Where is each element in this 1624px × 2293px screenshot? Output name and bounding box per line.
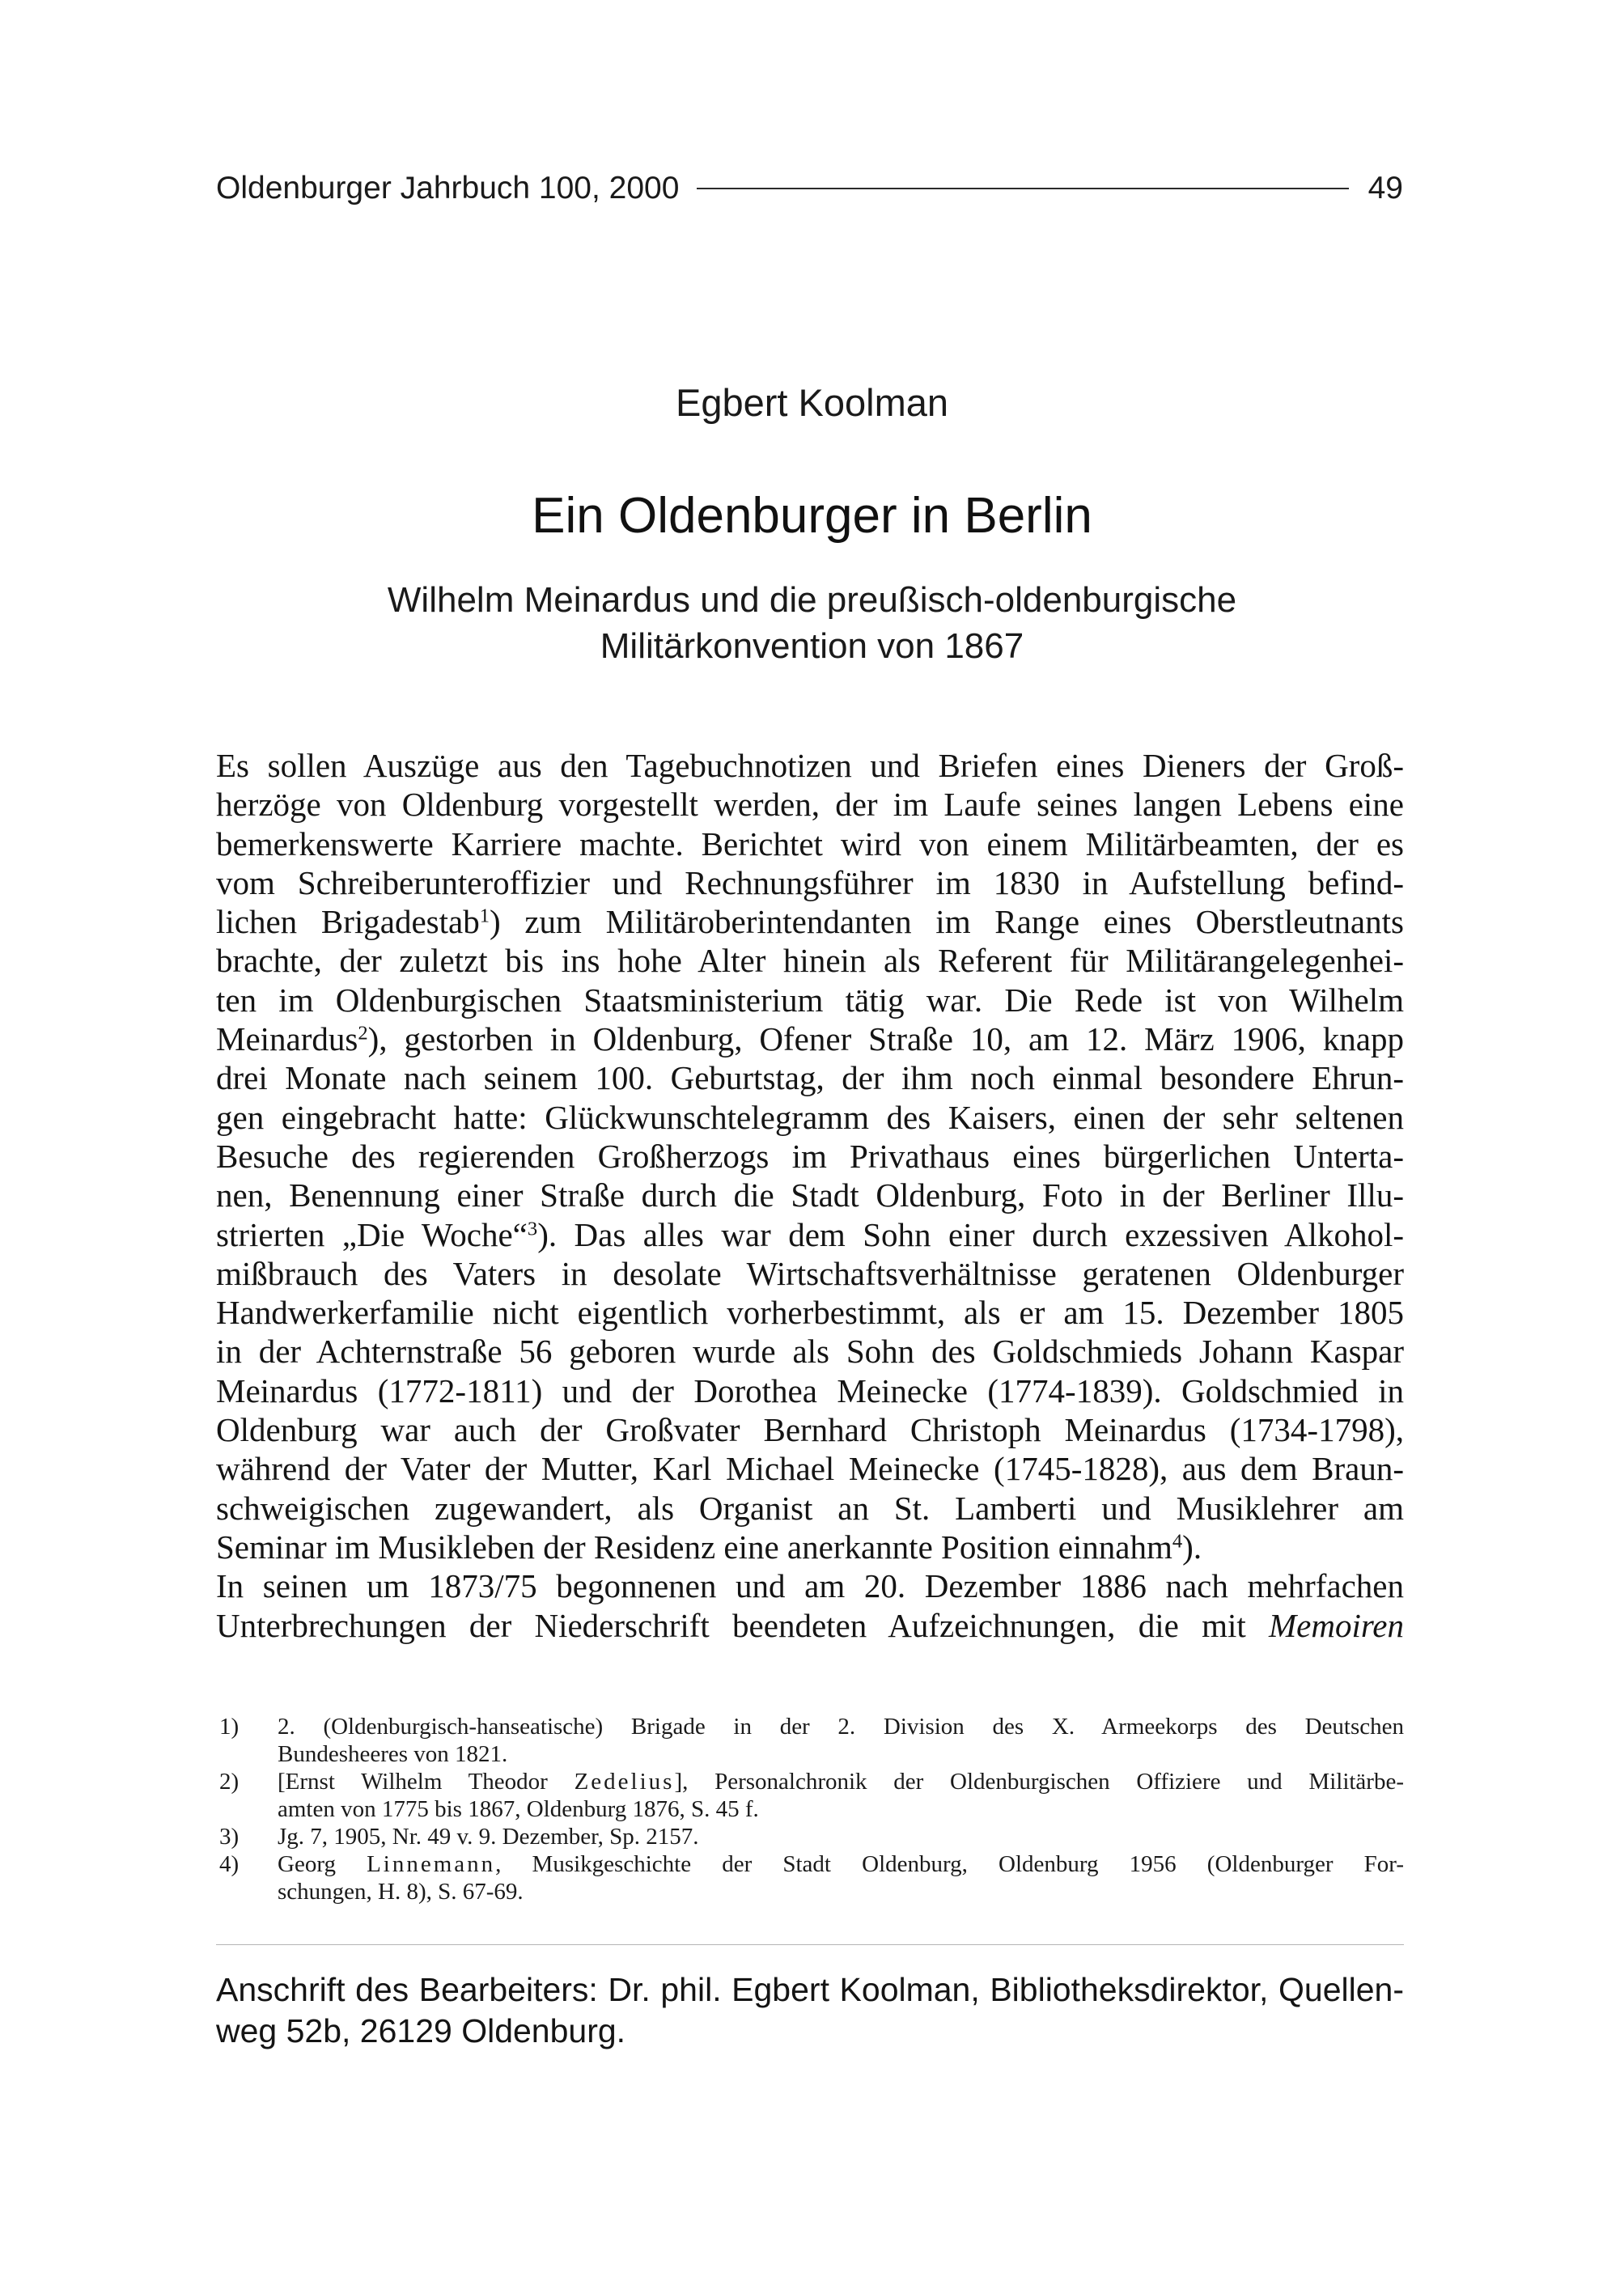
body-line: vom Schreiberunteroffizier und Rechnungsführer im 1830 in Aufstellung befind-: [216, 863, 1404, 901]
body-line: gen eingebracht hatte: Glückwunschtelegramm des Kaisers, einen der sehr seltenen: [216, 1098, 1404, 1136]
footnote-line: 2. (Oldenburgisch-hanseatische) Brigade in der 2. Division des X. Armeekorps des Deutschen: [278, 1714, 1404, 1740]
subtitle-line: Wilhelm Meinardus und die preußisch-oldenburgische: [387, 580, 1237, 620]
footnote-reference: 3: [527, 1218, 538, 1240]
body-line: brachte, der zuletzt bis ins hohe Alter hinein als Referent für Militärangelegenhei-: [216, 942, 1404, 980]
italic-term: Memoiren: [1269, 1606, 1404, 1644]
footnote-text: ], Personalchronik der Oldenburgischen Offiziere und Militärbe-: [674, 1769, 1404, 1795]
body-line: ten im Oldenburgischen Staatsministerium tätig war. Die Rede ist von Wilhelm: [216, 981, 1404, 1019]
footnote: [216, 1823, 1404, 1850]
header-rule: [697, 188, 1348, 189]
footnote-line: Bundesheeres von 1821.: [278, 1741, 508, 1767]
body-line: drei Monate nach seinem 100. Geburtstag, der ihm noch einmal besondere Ehrun-: [216, 1059, 1404, 1097]
running-head: [216, 164, 1403, 213]
body-text-run: ).: [1182, 1528, 1202, 1566]
body-line: [216, 1215, 1404, 1254]
footnotes: [216, 1713, 1404, 1905]
address-divider: [216, 1944, 1404, 1945]
body-text-run: Meinardus: [216, 1020, 358, 1058]
body-text: [216, 746, 1404, 1645]
footnote-number: 2): [219, 1769, 240, 1795]
footnote-text: [Ernst Wilhelm Theodor: [278, 1769, 575, 1795]
subtitle-line: Militärkonvention von 1867: [600, 626, 1024, 666]
body-text-run: Seminar im Musikleben der Residenz eine anerkannte Position einnahm: [216, 1528, 1172, 1566]
footnote-number: 4): [219, 1851, 240, 1877]
body-text-run: lichen Brigadestab: [216, 903, 480, 941]
footnote-text: Georg: [278, 1851, 367, 1877]
body-line: nen, Benennung einer Straße durch die Stadt Oldenburg, Foto in der Berliner Illu-: [216, 1176, 1404, 1214]
footnote-number: 1): [219, 1714, 240, 1740]
footnote: [216, 1850, 1404, 1905]
footnote-line: [278, 1768, 1404, 1795]
author-name-spaced: Zedelius: [574, 1769, 675, 1795]
address-line: weg 52b, 26129 Oldenburg.: [216, 2012, 626, 2049]
editor-address: [216, 1969, 1404, 2052]
body-text-run: Unterbrechungen der Niederschrift beendeten Aufzeichnungen, die mit: [216, 1606, 1270, 1644]
body-line: Besuche des regierenden Großherzogs im Privathaus eines bürgerlichen Unterta-: [216, 1137, 1404, 1175]
footnote-line: schungen, H. 8), S. 67-69.: [278, 1879, 524, 1905]
body-line: [216, 902, 1404, 941]
body-line: In seinen um 1873/75 begonnenen und am 20. Dezember 1886 nach mehrfachen: [216, 1567, 1404, 1605]
body-line: während der Vater der Mutter, Karl Michael Meinecke (1745-1828), aus dem Braun-: [216, 1450, 1404, 1488]
article-subtitle: [0, 577, 1624, 669]
body-text-run: ) zum Militäroberintendanten im Range eines Oberstleutnants: [490, 903, 1404, 941]
body-text-run: ). Das alles war dem Sohn einer durch exzessiven Alkohol-: [537, 1215, 1404, 1253]
body-line: mißbrauch des Vaters in desolate Wirtschaftsverhältnisse geratenen Oldenburger: [216, 1254, 1404, 1292]
footnote: [216, 1713, 1404, 1768]
body-line: [216, 1528, 1404, 1566]
body-line: Es sollen Auszüge aus den Tagebuchnotizen und Briefen eines Dieners der Groß-: [216, 747, 1404, 784]
footnote-line: amten von 1775 bis 1867, Oldenburg 1876, S. 45 f.: [278, 1796, 759, 1822]
body-line: Oldenburg war auch der Großvater Bernhard Christoph Meinardus (1734-1798),: [216, 1411, 1404, 1449]
body-line: Meinardus (1772-1811) und der Dorothea Meinecke (1774-1839). Goldschmied in: [216, 1371, 1404, 1409]
article-author: Egbert Koolman: [675, 381, 949, 424]
footnote-line: [278, 1850, 1404, 1878]
body-line: bemerkenswerte Karriere machte. Berichtet wird von einem Militärbeamten, der es: [216, 824, 1404, 863]
body-text-run: strierten „Die Woche“: [216, 1215, 528, 1253]
body-line: [216, 1019, 1404, 1058]
footnote-text: , Musikgeschichte der Stadt Oldenburg, Oldenburg 1956 (Oldenburger For-: [495, 1851, 1404, 1877]
footnote-reference: 2: [358, 1022, 368, 1045]
page-number: 49: [1367, 171, 1403, 206]
body-line: schweigischen zugewandert, als Organist an St. Lamberti und Musiklehrer am: [216, 1489, 1404, 1527]
footnote-reference: 4: [1172, 1530, 1183, 1553]
journal-title: Oldenburger Jahrbuch 100, 2000: [216, 171, 680, 206]
body-text-run: ), gestorben in Oldenburg, Ofener Straße 10, am 12. März 1906, knapp: [367, 1020, 1404, 1058]
footnote-line: Jg. 7, 1905, Nr. 49 v. 9. Dezember, Sp. 2157.: [278, 1824, 699, 1850]
author-name-spaced: Linnemann: [367, 1851, 496, 1877]
footnote: [216, 1768, 1404, 1823]
body-line: Handwerkerfamilie nicht eigentlich vorherbestimmt, als er am 15. Dezember 1805: [216, 1294, 1404, 1332]
footnote-number: 3): [219, 1824, 240, 1850]
footnote-reference: 1: [479, 905, 490, 927]
body-line: herzöge von Oldenburg vorgestellt werden, der im Laufe seines langen Lebens eine: [216, 786, 1404, 824]
body-line: in der Achternstraße 56 geboren wurde als Sohn des Goldschmieds Johann Kaspar: [216, 1333, 1404, 1371]
article-title: Ein Oldenburger in Berlin: [532, 488, 1092, 544]
address-line: Anschrift des Bearbeiters: Dr. phil. Egbert Koolman, Bibliotheksdirektor, Quellen-: [216, 1971, 1404, 2008]
body-line: [216, 1606, 1404, 1645]
